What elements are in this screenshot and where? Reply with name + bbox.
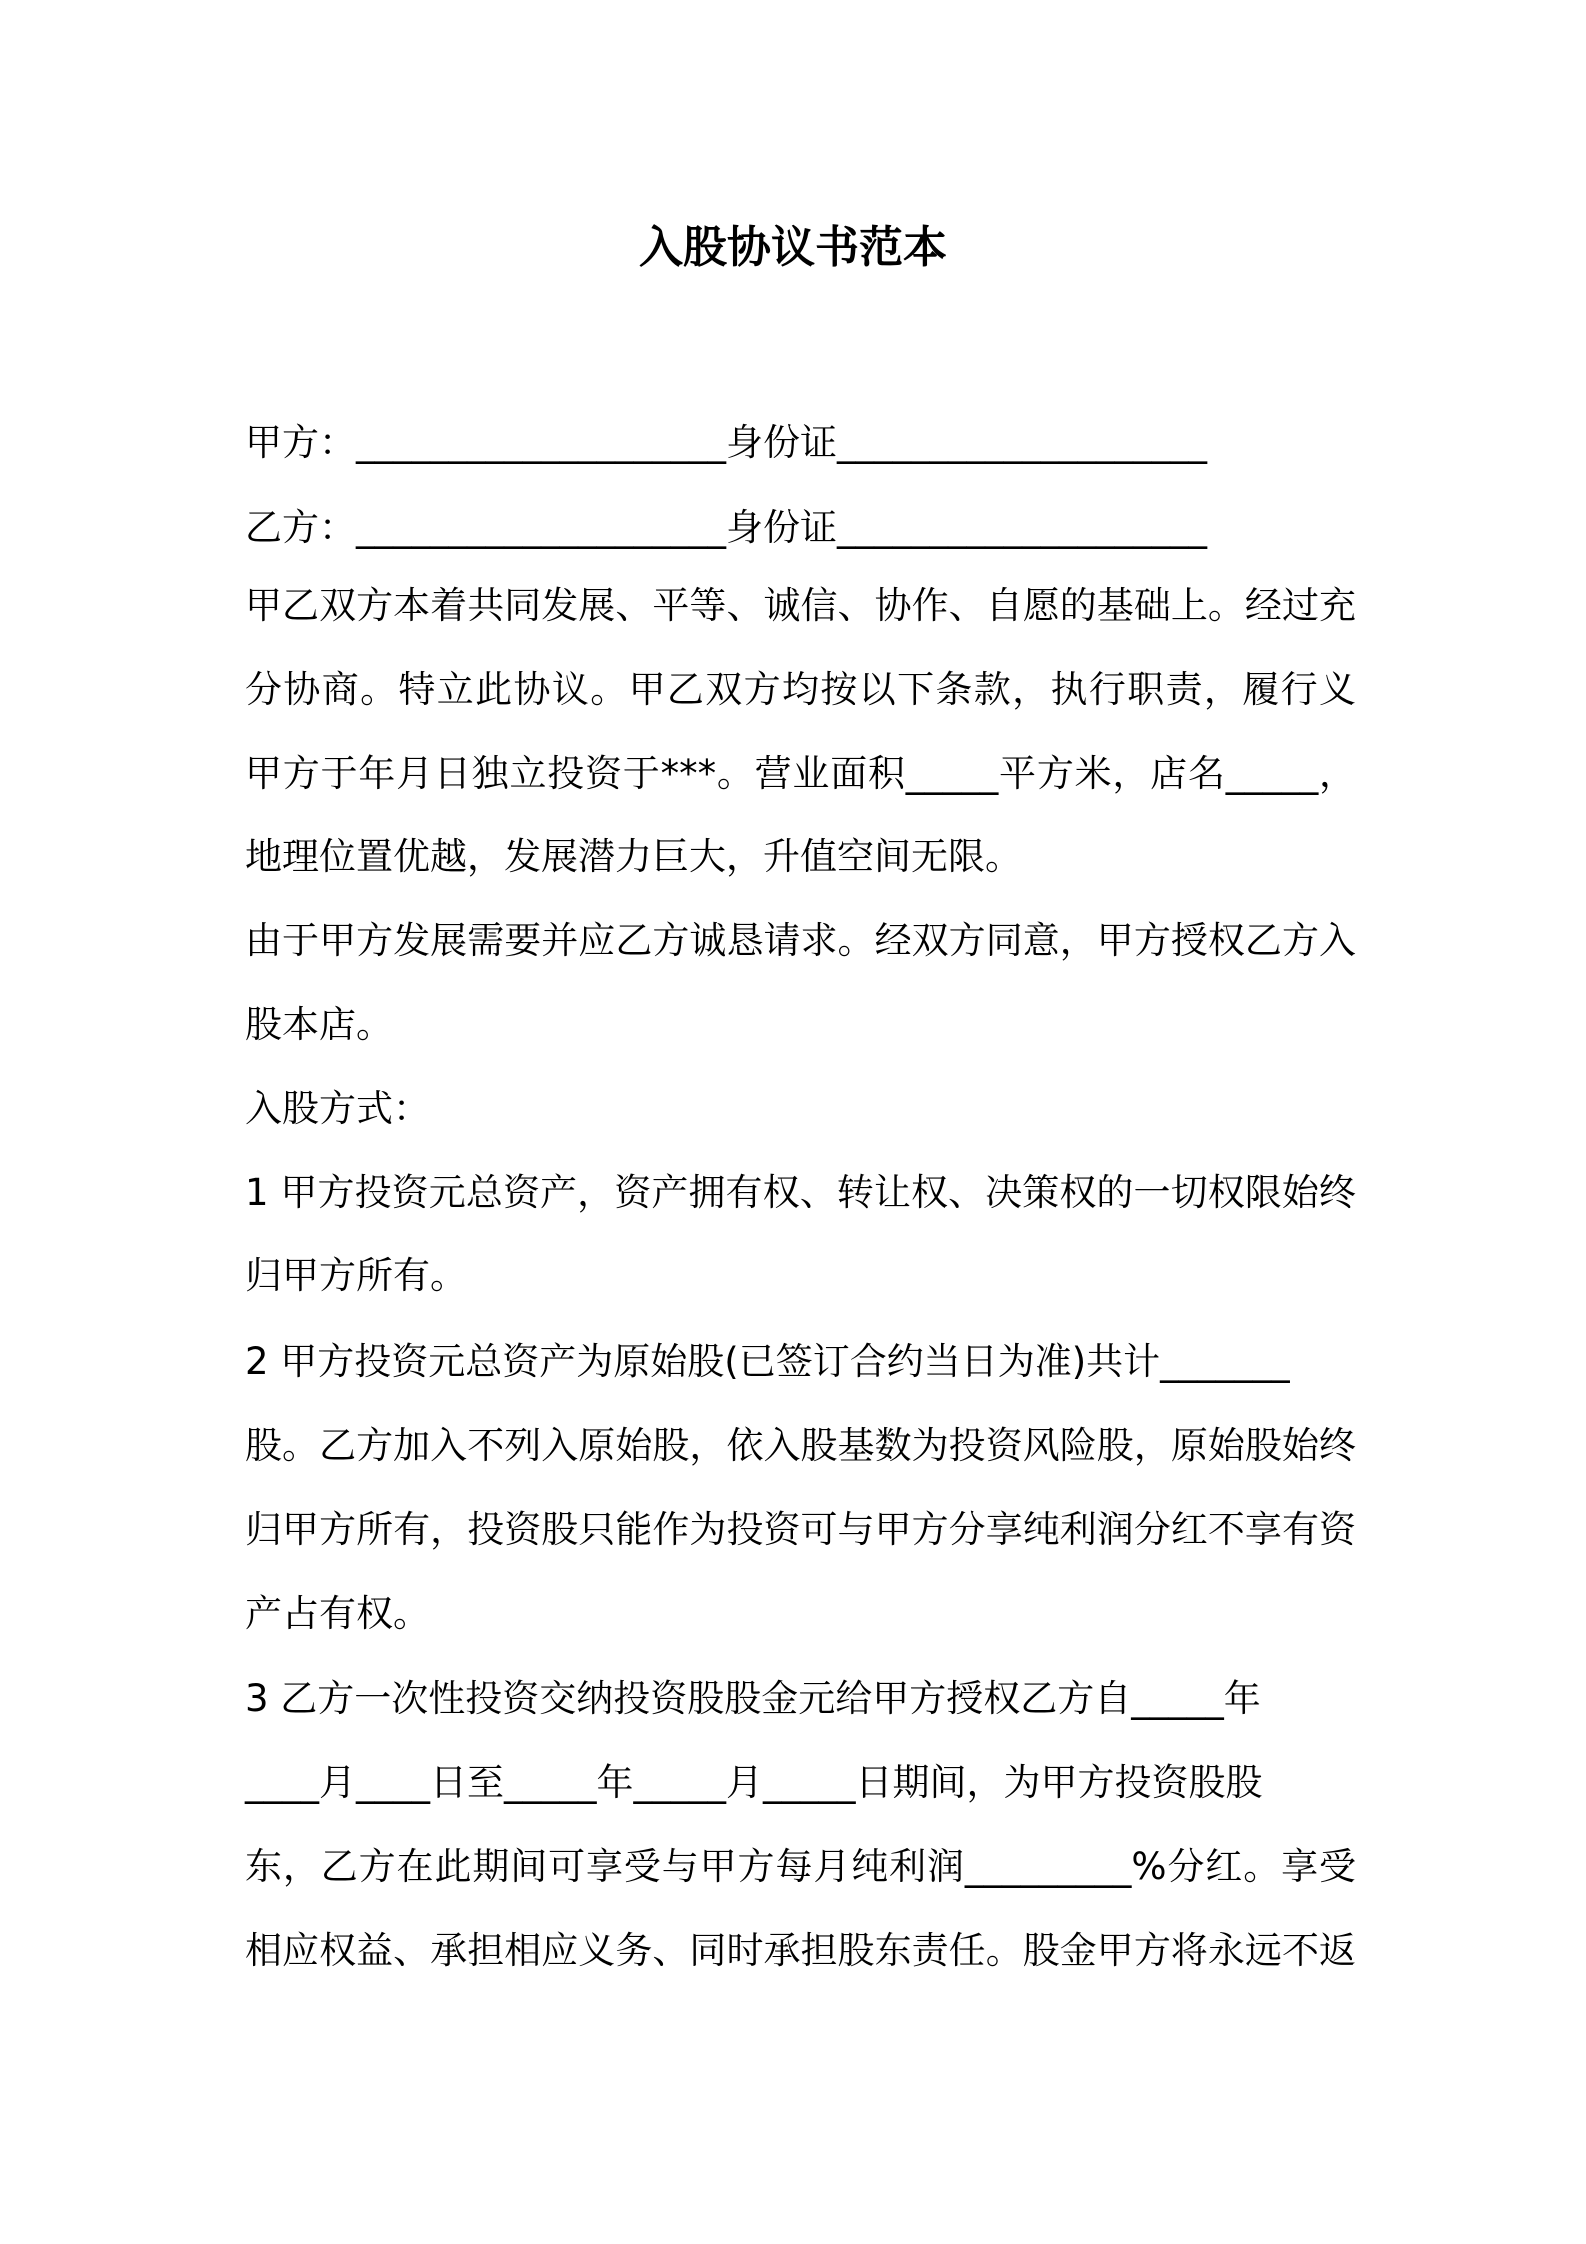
clause-line: ____月____日至_____年_____月_____日期间，为甲方投资股股: [245, 1761, 1263, 1805]
paragraph-line: 股本店。: [245, 1002, 393, 1046]
party-b-line: 乙方：____________________身份证____________________: [245, 506, 1207, 549]
clause-line: 3 乙方一次性投资交纳投资股股金元给甲方授权乙方自_____年: [245, 1677, 1261, 1721]
paragraph-line: 地理位置优越，发展潜力巨大，升值空间无限。: [245, 835, 1022, 879]
clause-line: 归甲方所有，投资股只能作为投资可与甲方分享纯利润分红不享有资: [245, 1507, 1356, 1551]
clause-line: 产占有权。: [245, 1591, 430, 1635]
clause-line: 2 甲方投资元总资产为原始股(已签订合约当日为准)共计_______: [245, 1340, 1290, 1384]
clause-line: 股。乙方加入不列入原始股，依入股基数为投资风险股，原始股始终: [245, 1423, 1356, 1467]
paragraph-line: 由于甲方发展需要并应乙方诚恳请求。经双方同意，甲方授权乙方入: [245, 919, 1356, 963]
clause-line: 归甲方所有。: [245, 1254, 467, 1298]
document-title: 入股协议书范本: [639, 222, 947, 273]
clause-line: 东，乙方在此期间可享受与甲方每月纯利润_________%分红。享受: [245, 1844, 1356, 1888]
paragraph-line: 甲乙双方本着共同发展、平等、诚信、协作、自愿的基础上。经过充: [245, 584, 1356, 627]
clause-line: 相应权益、承担相应义务、同时承担股东责任。股金甲方将永远不返: [245, 1928, 1356, 1972]
section-heading: 入股方式：: [245, 1086, 430, 1130]
party-a-line: 甲方：____________________身份证____________________: [245, 421, 1207, 464]
agreement-body: [245, 564, 1356, 1993]
paragraph-line: 甲方于年月日独立投资于***。营业面积_____平方米，店名_____，: [245, 751, 1356, 795]
clause-line: 1 甲方投资元总资产，资产拥有权、转让权、决策权的一切权限始终: [245, 1170, 1356, 1214]
paragraph-line: 分协商。特立此协议。甲乙双方均按以下条款，执行职责，履行义: [245, 667, 1356, 711]
